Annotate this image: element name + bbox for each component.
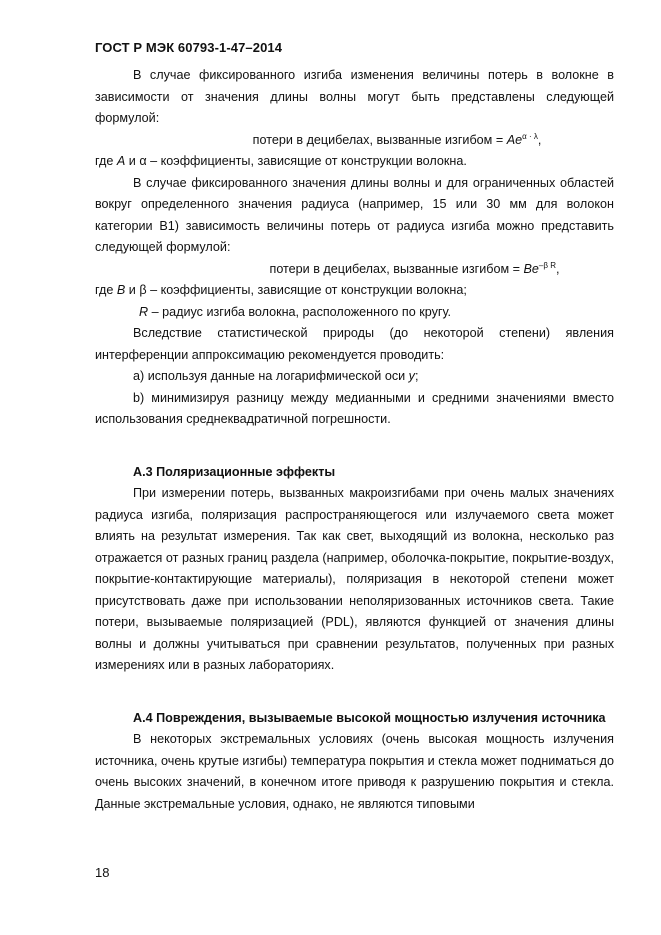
symbol-y: y [408,369,415,383]
paragraph: В случае фиксированного значения длины волны и для ограниченных областей вокруг определенного значения радиуса (например, 15 или 30 мм для волокон категории В1) зависимость величины потерь от радиуса изгиба можно представить следующей формулой: [95,175,614,254]
formula-text: потери в децибелах, вызванные изгибом = [269,261,524,276]
paragraph-radius-definition [95,302,614,324]
section-heading-a4: А.4 Повреждения, вызываемые высокой мощностью излучения источника [133,710,606,725]
document-body [95,65,614,815]
text-fragment: и β – коэффициенты, зависящие от конструкции волокна; [125,283,467,297]
spacer [95,431,614,452]
formula-text: потери в децибелах, вызванные изгибом = [252,132,507,147]
text-fragment: где [95,154,117,168]
page-number: 18 [95,865,110,880]
section-a3-text: При измерении потерь, вызванных макроизгибами при очень малых значениях радиуса изгиба, поляризация распространяющегося или излучаемого света может влиять на результат измерения. Так как свет, выходящий из волокна, несколько раз отражается от разных границ раздела (например, оболочка-покрытие, покрытие-воздух, покрытие-контактирующие материалы), поляризация в некоторой степени может присутствовать даже при использовании неполяризованных источников света. Такие потери, вызываемые поляризацией (PDL), являются функцией от значения длины волны и должны учитываться при сравнении результатов, полученных при разных измерениях или в разных лабораториях. [95,486,614,672]
list-item-b: b) минимизируя разницу между медианными и средними значениями вместо использования среднеквадратичной погрешности. [95,390,614,426]
text-fragment: ; [414,369,419,383]
text-fragment: – радиус изгиба волокна, расположенного по кругу. [148,304,452,319]
symbol-b: B [116,283,126,297]
paragraph-coefficients-a [95,151,614,173]
document-header: ГОСТ Р МЭК 60793-1-47–2014 [95,40,283,55]
formula-exponent: –β R [538,260,556,270]
paragraph: В случае фиксированного изгиба изменения величины потерь в волокне в зависимости от значения длины волны могут быть представлены следующей формулой: [95,68,614,125]
text-fragment: где [95,283,117,297]
formula-base: Ae [506,132,523,147]
symbol-a: A [116,154,126,168]
spacer [95,698,614,708]
paragraph-coefficients-b [95,280,614,302]
text-fragment: а) используя данные на логарифмической оси [133,369,409,383]
spacer [95,452,614,462]
formula-bend-loss-radius [95,259,614,281]
formula-bend-loss-wavelength [95,130,614,152]
formula-base: Be [523,261,539,276]
list-item-a [95,366,614,388]
paragraph: Вследствие статистической природы (до некоторой степени) явления интерференции аппроксимацию рекомендуется проводить: [95,326,614,362]
text-fragment: и α – коэффициенты, зависящие от конструкции волокна. [125,154,467,168]
formula-exponent: α · λ [522,131,538,141]
section-a4-text: В некоторых экстремальных условиях (очень высокая мощность излучения источника, очень крутые изгибы) температура покрытия и стекла может подниматься до очень высоких значений, в конечном итоге приводя к разрушению покрытия и стекла. Данные экстремальные условия, однако, не являются типовыми [95,732,614,811]
section-heading-a3: А.3 Поляризационные эффекты [133,464,336,479]
formula-tail: , [555,261,560,276]
formula-tail: , [537,132,542,147]
symbol-r: R [139,304,149,319]
spacer [95,677,614,698]
